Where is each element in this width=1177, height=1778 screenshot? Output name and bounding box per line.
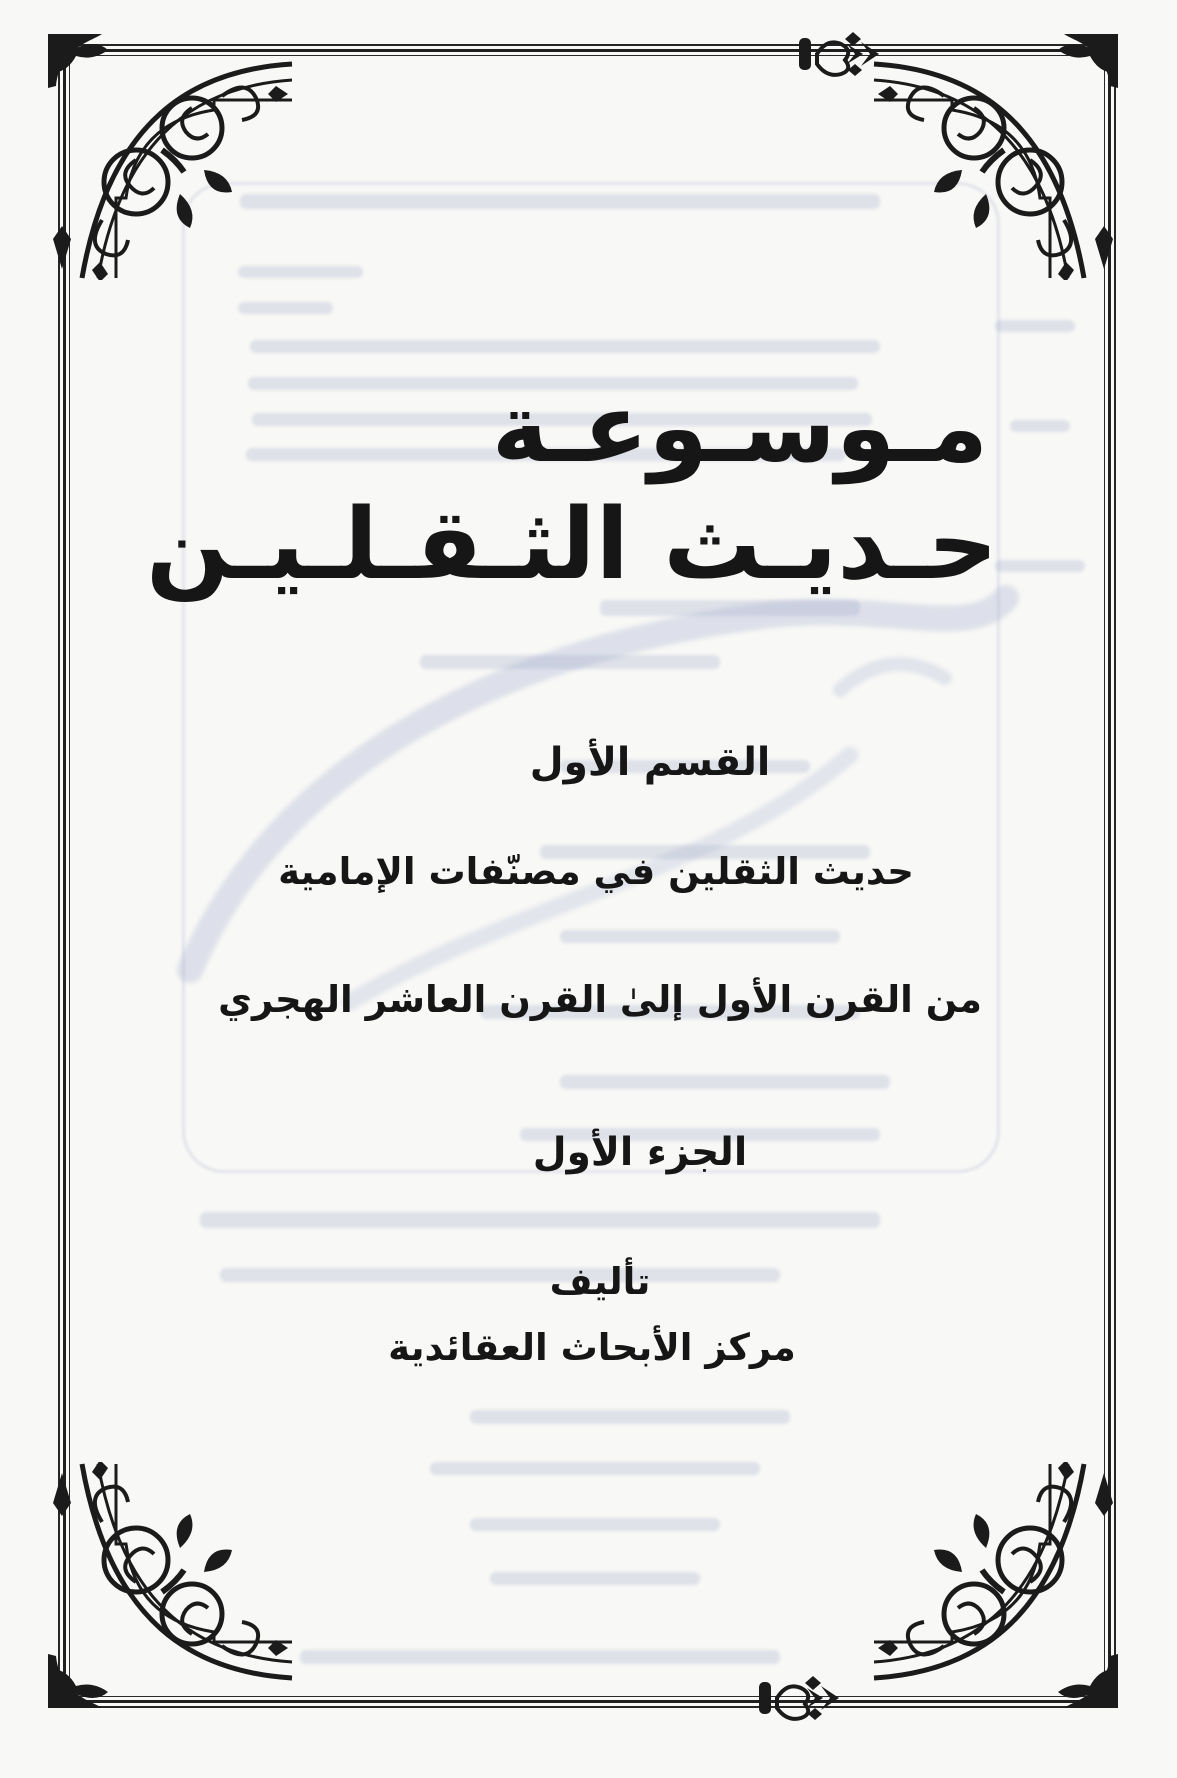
subtitle-line2: من القرن الأول إلىٰ القرن العاشر الهجري [218,978,982,1021]
corner-ornament-icon [872,1462,1122,1712]
knot-ornament-icon [755,1674,885,1722]
author-name: مركز الأبحاث العقائدية [388,1326,796,1369]
corner-ornament-icon [44,1462,294,1712]
part-label: القسم الأول [529,740,771,785]
series-title-line1: مـوسـوعـة [491,372,989,484]
authored-by-label: تأليف [549,1260,651,1303]
knot-ornament-icon [795,30,925,78]
series-title-line2: حـديـث الثـقـلـيـن [146,488,998,602]
corner-ornament-icon [44,30,294,280]
volume-label: الجزء الأول [532,1130,748,1175]
subtitle-line1: حديث الثقلين في مصنّفات الإمامية [278,850,914,893]
